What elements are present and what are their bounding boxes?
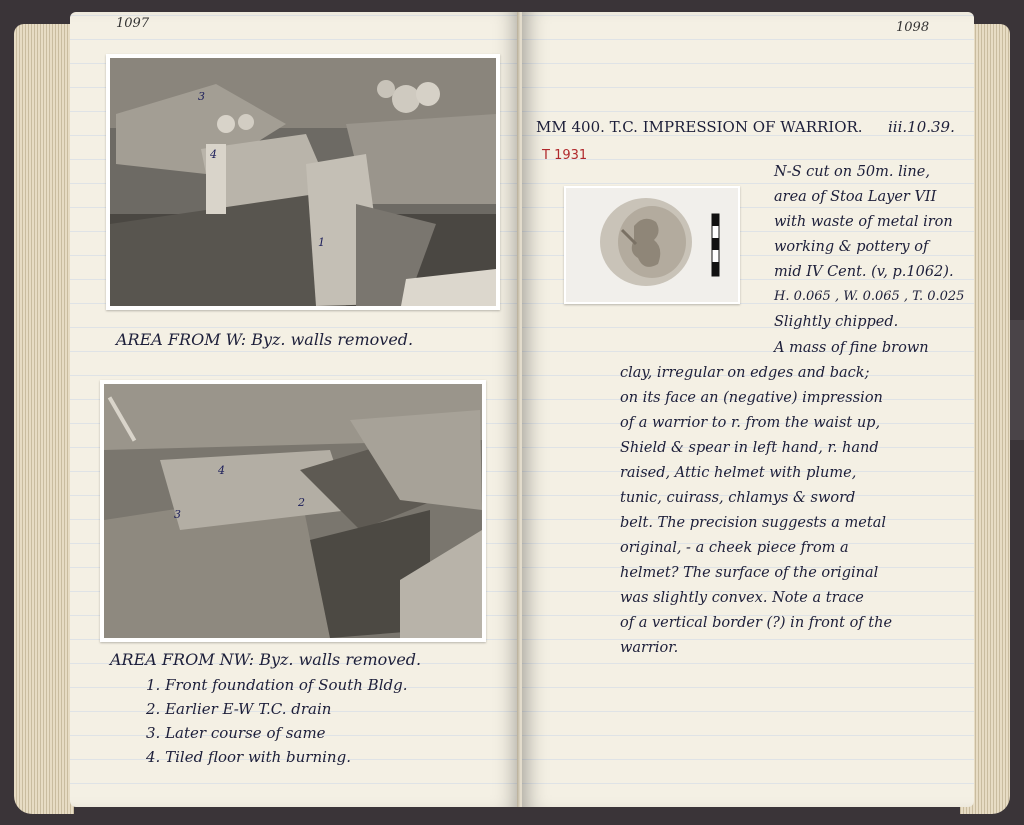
list-item-3: 3. Later course of same	[146, 724, 326, 742]
photo2-mark-3: 3	[174, 508, 181, 521]
left-page-number: 1097	[116, 16, 150, 31]
note-line: mid IV Cent. (v, p.1062).	[774, 264, 954, 280]
photo2-mark-4: 4	[218, 464, 225, 477]
photo1-mark-3: 3	[198, 90, 205, 103]
description-line: raised, Attic helmet with plume,	[620, 465, 857, 481]
description-line: was slightly convex. Note a trace	[620, 590, 864, 606]
description-line: Shield & spear in left hand, r. hand	[620, 440, 879, 456]
description-line: helmet? The surface of the original	[620, 565, 879, 581]
photo2-mark-2: 2	[298, 496, 305, 509]
left-page	[70, 12, 520, 807]
description-line: tunic, cuirass, chlamys & sword	[620, 490, 856, 506]
entry-date: iii.10.39.	[888, 118, 955, 136]
description-line: of a vertical border (?) in front of the	[620, 615, 893, 631]
photo1-mark-1: 1	[318, 236, 325, 249]
left-page-edges	[14, 24, 74, 814]
right-page	[522, 12, 974, 807]
note-line: area of Stoa Layer VII	[774, 189, 937, 205]
excavation-photo-1	[106, 54, 500, 310]
inventory-number: T 1931	[542, 148, 588, 163]
note-line: with waste of metal iron	[774, 214, 953, 230]
description-line: of a warrior to r. from the waist up,	[620, 415, 881, 431]
list-item-4: 4. Tiled floor with burning.	[146, 748, 351, 766]
description-line: belt. The precision suggests a metal	[620, 515, 886, 531]
excavation-photo-2	[100, 380, 486, 642]
right-page-number: 1098	[896, 20, 930, 35]
note-line: N-S cut on 50m. line,	[774, 164, 930, 180]
list-item-2: 2. Earlier E-W T.C. drain	[146, 700, 332, 718]
photo2-caption: AREA FROM NW: Byz. walls removed.	[110, 650, 422, 669]
impression-photo	[564, 186, 740, 304]
photo1-mark-4: 4	[210, 148, 217, 161]
description-line: clay, irregular on edges and back;	[620, 365, 870, 381]
cover-tab	[1008, 320, 1024, 440]
note-line: Slightly chipped.	[774, 314, 899, 330]
note-line: working & pottery of	[774, 239, 929, 255]
description-line: A mass of fine brown	[774, 340, 929, 356]
list-item-1: 1. Front foundation of South Bldg.	[146, 676, 408, 694]
description-line: warrior.	[620, 640, 679, 656]
entry-heading: MM 400. T.C. IMPRESSION OF WARRIOR.	[536, 118, 863, 136]
description-line: original, - a cheek piece from a	[620, 540, 849, 556]
photo1-caption: AREA FROM W: Byz. walls removed.	[116, 330, 414, 349]
dimensions-line: H. 0.065 , W. 0.065 , T. 0.025	[774, 289, 965, 304]
description-line: on its face an (negative) impression	[620, 390, 883, 406]
